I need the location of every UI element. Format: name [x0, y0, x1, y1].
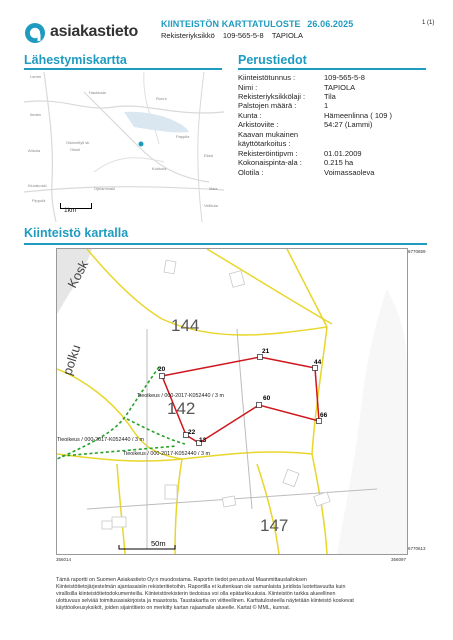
info-label: Kaavan mukainen: [238, 130, 299, 139]
report-title: KIINTEISTÖN KARTTATULOSTE: [161, 19, 301, 29]
info-label: Olotila :: [238, 168, 264, 177]
place-label: Ojelammaki: [94, 186, 116, 191]
info-label: käyttötarkoitus :: [238, 139, 291, 148]
parcel-label-north: 144: [171, 316, 200, 335]
point-label: 44: [314, 359, 322, 366]
footer-disclaimer: [56, 577, 426, 612]
place-label: Ahkola: [28, 148, 41, 153]
info-value: 109-565-5-8: [324, 73, 365, 82]
point-label: 21: [262, 348, 270, 355]
place-label: Kiurakoski: [28, 183, 47, 188]
place-label: Pippolä: [32, 198, 46, 203]
place-label: Velikula: [204, 203, 218, 208]
point-label: 22: [188, 429, 196, 436]
road-label: polku: [59, 342, 84, 377]
parcel-label-south: 147: [260, 516, 289, 535]
locator-map[interactable]: [24, 72, 224, 222]
report-title-line: [161, 19, 353, 29]
basic-info-rule: [238, 68, 426, 70]
info-value: Tila: [324, 92, 336, 101]
point-label: 13: [199, 437, 207, 444]
brand-logo: [24, 22, 139, 44]
easement-label: Tieoikeus / 000-2017-K052440 / 3 m: [137, 393, 225, 399]
parcel-label-main: 142: [167, 399, 196, 418]
place-label: Ekkä: [204, 153, 213, 158]
info-label: Rekisteriyksikkölaji :: [238, 92, 306, 101]
report-subtitle: [161, 31, 303, 40]
subtitle-id: 109-565-5-8: [222, 31, 264, 40]
footer-line: Tämä raportti on Suomen Asiakastieto Oy:n muodostama. Raportin tiedot perustuvat Maanmittauslaitoksen: [56, 577, 307, 583]
info-value: Hämeenlinna ( 109 ): [324, 111, 392, 120]
info-label: Kunta :: [238, 111, 262, 120]
logo-icon: [24, 22, 46, 44]
info-value: TAPIOLA: [324, 83, 356, 92]
footer-line: Kiinteistötietojärjestelmän ajantasaisiin rekisteritietoihin. Raportilla ei kuitenkaan ole samanlaista juridista luotettavuutta kuin: [56, 584, 346, 590]
locator-scale-label: 1km: [64, 207, 77, 214]
place-label: Haukkala: [89, 90, 106, 95]
info-value: Voimassaoleva: [324, 168, 375, 177]
place-label: Lamm: [30, 74, 42, 79]
info-label: Kokonaispinta-ala :: [238, 158, 302, 167]
coord-bottom-right-x: 356097: [391, 557, 407, 562]
basic-info-title: Perustiedot: [238, 53, 307, 67]
point-label: 60: [263, 395, 271, 402]
place-label: Iitala: [209, 186, 218, 191]
road-label: Kosk: [64, 257, 92, 291]
brand-name: asiakastieto: [50, 23, 139, 40]
place-label: Ilmala: [30, 112, 41, 117]
info-value: 01.01.2009: [324, 149, 362, 158]
footer-line: ulottuvuus selviää toimitusasiakirjoista ja maastosta. Taustakartta on viitteellinen. Karttatulosteella näytetään kiinteistö koskevat: [56, 598, 354, 604]
info-label: Nimi :: [238, 83, 258, 92]
subtitle-name: TAPIOLA: [271, 31, 303, 40]
place-label: Kukkola: [152, 166, 167, 171]
info-label: Rekisteröintipvm :: [238, 149, 298, 158]
place-label: Ronni: [156, 96, 167, 101]
footer-line: virallisilla kiinteistötietodokumenteilla. Kiinteistörekisterin tiedoissa voi olla epätarkkuuksia. Kiinteistön tarkka alueellinen: [56, 591, 336, 597]
info-label: Kiinteistötunnus :: [238, 73, 296, 82]
point-label: 66: [320, 412, 328, 419]
info-value: 1: [324, 101, 329, 110]
info-value: 54:27 (Lammi): [324, 120, 373, 129]
property-scale-label: 50m: [151, 539, 166, 548]
coord-bottom-left-x: 356014: [56, 557, 72, 562]
report-date: 26.06.2025: [307, 19, 354, 29]
property-map-title: Kiinteistö kartalla: [24, 226, 129, 240]
easement-label: Tieoikeus / 000-2017-K052440 / 3 m: [123, 451, 211, 457]
info-label: Arkistoviite :: [238, 120, 279, 129]
property-map[interactable]: [56, 248, 408, 555]
info-value: 0.215 ha: [324, 158, 354, 167]
place-label: Oikinnittyli sk: [66, 140, 90, 145]
locator-map-rule: [24, 68, 222, 70]
property-map-rule: [24, 243, 427, 245]
place-label: Oksiö: [70, 147, 81, 152]
place-label: Pappila: [176, 134, 190, 139]
page-number: 1 (1): [422, 20, 435, 26]
coord-top-right: 6770659: [408, 249, 426, 254]
info-label: Palstojen määrä :: [238, 101, 297, 110]
basic-info-table: [238, 73, 428, 183]
coord-bottom-right: 6770613: [408, 546, 426, 551]
point-label: 20: [158, 366, 166, 373]
easement-label: Tieoikeus / 000-2017-K052440 / 3 m: [57, 437, 145, 443]
subtitle-label: Rekisteriyksikkö: [161, 31, 215, 40]
locator-map-title: Lähestymiskartta: [24, 53, 127, 67]
footer-line: käyttöoikeusyksiköt, joiden sijaintitieto on merkitty kartan rajaamalle alueelle. Kartat © MML, kunnat.: [56, 605, 291, 611]
